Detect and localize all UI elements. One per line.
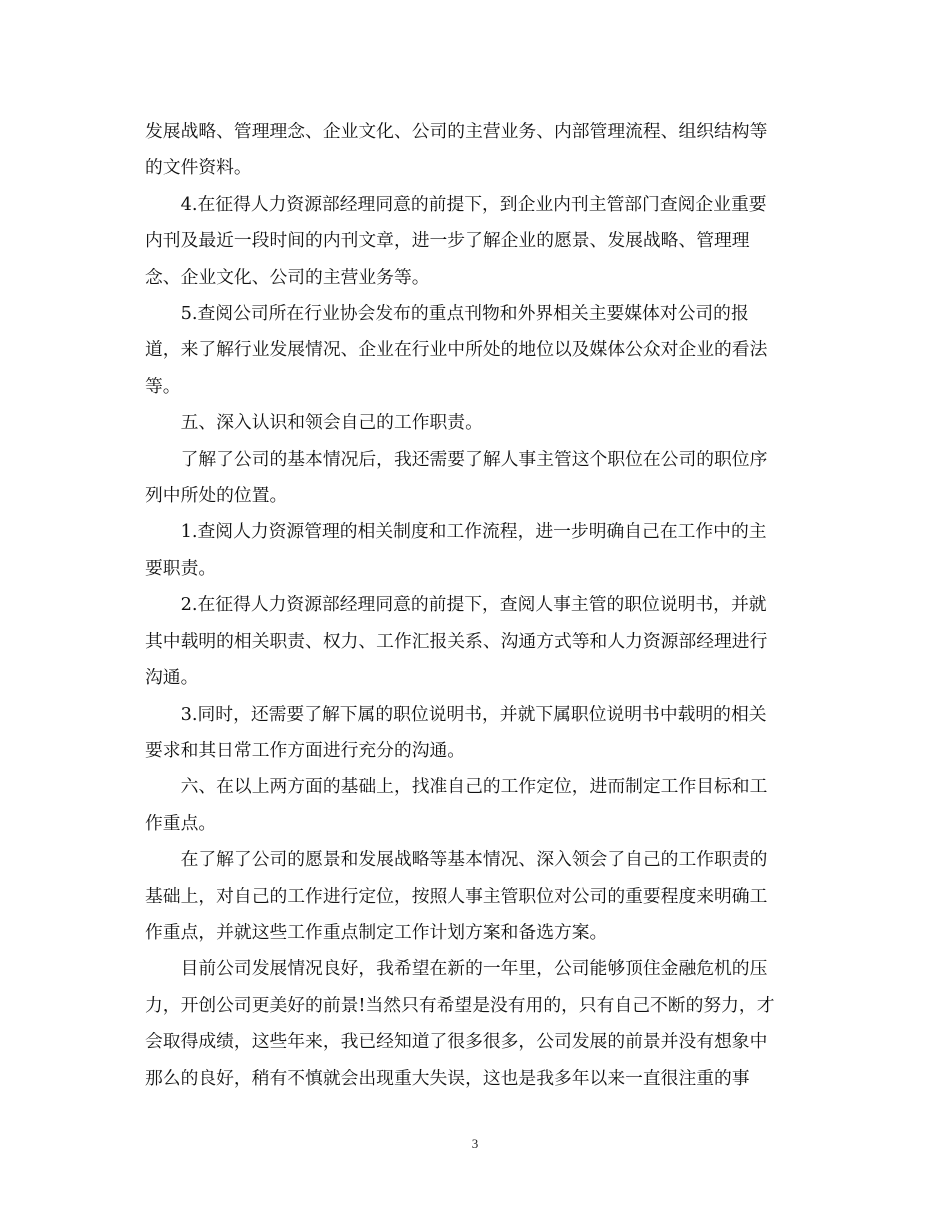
text-line: 3.同时，还需要了解下属的职位说明书，并就下属职位说明书中载明的相关 bbox=[145, 703, 767, 725]
text-line: 列中所处的位置。 bbox=[145, 485, 288, 507]
text-line: 1.查阅人力资源管理的相关制度和工作流程，进一步明确自己在工作中的主 bbox=[145, 521, 767, 543]
text-line: 等。 bbox=[145, 375, 181, 397]
text-line: 2.在征得人力资源部经理同意的前提下，查阅人事主管的职位说明书，并就 bbox=[145, 594, 767, 616]
section-heading: 六、在以上两方面的基础上，找准自己的工作定位，进而制定工作目标和工 bbox=[145, 776, 768, 798]
text-line: 发展战略、管理理念、企业文化、公司的主营业务、内部管理流程、组织结构等 bbox=[145, 121, 768, 142]
text-line: 目前公司发展情况良好，我希望在新的一年里，公司能够顶住金融危机的压 bbox=[145, 958, 768, 980]
text-line: 在了解了公司的愿景和发展战略等基本情况、深入领会了自己的工作职责的 bbox=[145, 849, 768, 871]
text-line: 作重点，并就这些工作重点制定工作计划方案和备选方案。 bbox=[145, 921, 608, 943]
text-line: 道，来了解行业发展情况、企业在行业中所处的地位以及媒体公众对企业的看法 bbox=[145, 339, 768, 361]
text-line: 会取得成绩，这些年来，我已经知道了很多很多，公司发展的前景并没有想象中 bbox=[145, 1031, 768, 1053]
text-line: 了解了公司的基本情况后，我还需要了解人事主管这个职位在公司的职位序 bbox=[145, 448, 768, 470]
text-line: 沟通。 bbox=[145, 667, 199, 689]
text-line: 要职责。 bbox=[145, 557, 217, 579]
text-line: 力，开创公司更美好的前景!当然只有希望是没有用的，只有自己不断的努力，才 bbox=[145, 994, 775, 1016]
document-body bbox=[145, 114, 810, 1097]
text-line: 4.在征得人力资源部经理同意的前提下，到企业内刊主管部门查阅企业重要 bbox=[145, 193, 767, 215]
text-line: 的文件资料。 bbox=[145, 157, 252, 179]
text-line: 5.查阅公司所在行业协会发布的重点刊物和外界相关主要媒体对公司的报 bbox=[145, 303, 749, 325]
text-line: 要求和其日常工作方面进行充分的沟通。 bbox=[145, 739, 466, 761]
text-line: 基础上，对自己的工作进行定位，按照人事主管职位对公司的重要程度来明确工 bbox=[145, 885, 768, 907]
text-line: 念、企业文化、公司的主营业务等。 bbox=[145, 266, 430, 288]
text-line: 内刊及最近一段时间的内刊文章，进一步了解企业的愿景、发展战略、管理理 bbox=[145, 230, 750, 252]
page-number: 3 bbox=[471, 1136, 479, 1151]
text-line: 那么的良好，稍有不慎就会出现重大失误，这也是我多年以来一直很注重的事 bbox=[145, 1067, 750, 1089]
text-line: 其中载明的相关职责、权力、工作汇报关系、沟通方式等和人力资源部经理进行 bbox=[145, 630, 768, 652]
text-line: 作重点。 bbox=[145, 812, 217, 834]
section-heading: 五、深入认识和领会自己的工作职责。 bbox=[145, 412, 483, 434]
